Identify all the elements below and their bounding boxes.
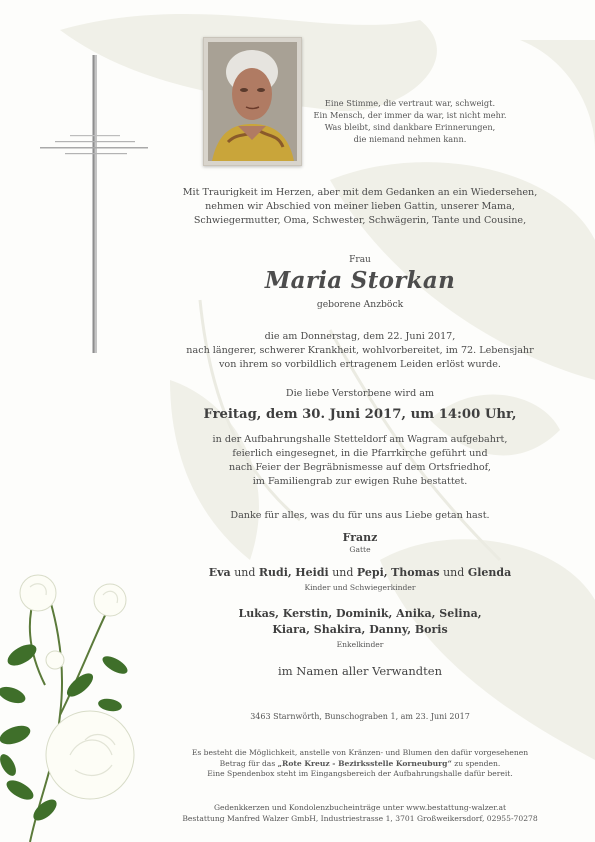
white-roses-illustration [0, 565, 150, 842]
donation-line [130, 759, 590, 770]
grandchildren-line: Kiara, Shakira, Danny, Boris [272, 623, 448, 636]
donation-organization: „Rote Kreuz - Bezirksstelle Korneuburg“ [277, 758, 452, 768]
intro-line: nehmen wir Abschied von meiner lieben Gattin, unserer Mama, [205, 201, 515, 212]
funeral-details [130, 433, 590, 489]
grandchildren-role: Enkelkinder [336, 640, 384, 649]
funeral-date: Freitag, dem 30. Juni 2017, um 14:00 Uhr, [203, 407, 517, 422]
thanks-text: Danke für alles, was du für uns aus Liebe getan hast. [230, 510, 490, 521]
funeral-line: im Familiengrab zur ewigen Ruhe bestattet. [252, 476, 468, 487]
grandchildren-line: Lukas, Kerstin, Dominik, Anika, Selina, [238, 607, 482, 620]
conjunction: und [234, 566, 256, 579]
donation-text: Betrag für das [219, 758, 278, 768]
death-notice [130, 330, 590, 372]
place-date: 3463 Starnwörth, Bunschograben 1, am 23. Juni 2017 [250, 712, 470, 721]
funeral-line: feierlich eingesegnet, in die Pfarrkirche geführt und [232, 448, 488, 459]
funeral-intro: Die liebe Verstorbene wird am [285, 388, 435, 399]
child-name: Pepi, [356, 566, 388, 579]
footer-line: Gedenkkerzen und Kondolenzbucheinträge unter www.bestattung-walzer.at [213, 803, 507, 812]
conjunction: und [443, 566, 465, 579]
donation-line: Es besteht die Möglichkeit, anstelle von Kränzen- und Blumen den dafür vorgesehenen [191, 748, 529, 757]
donation-note [130, 748, 590, 780]
spouse-name: Franz [342, 531, 378, 544]
intro-text [130, 186, 590, 228]
salutation: Frau [349, 255, 371, 265]
memorial-verse [300, 97, 520, 145]
verse-line: die niemand nehmen kann. [353, 134, 467, 144]
donation-line: Eine Spendenbox steht im Eingangsbereich der Aufbahrungshalle dafür bereit. [207, 769, 513, 778]
child-name: Rudi, [258, 566, 292, 579]
conjunction: und [332, 566, 354, 579]
funeral-line: nach Feier der Begräbnismesse auf dem Ortsfriedhof, [229, 462, 491, 473]
donation-text: zu spenden. [451, 758, 501, 768]
verse-line: Was bleibt, sind dankbare Erinnerungen, [324, 122, 496, 132]
child-name: Glenda [467, 566, 512, 579]
deceased-name: Maria Storkan [264, 267, 456, 294]
intro-line: Mit Traurigkeit im Herzen, aber mit dem Gedanken an ein Wiedersehen, [182, 187, 538, 198]
spouse-role: Gatte [349, 545, 371, 554]
child-name: Thomas [391, 566, 440, 579]
death-line: nach längerer, schwerer Krankheit, wohlvorbereitet, im 72. Lebensjahr [186, 345, 534, 356]
grandchildren-names [130, 606, 590, 638]
verse-line: Ein Mensch, der immer da war, ist nicht mehr. [313, 110, 507, 120]
children-role: Kinder und Schwiegerkinder [304, 583, 416, 592]
portrait-photo [203, 37, 302, 166]
footer [130, 803, 590, 824]
children-names [130, 566, 590, 579]
death-line: die am Donnerstag, dem 22. Juni 2017, [264, 331, 456, 342]
birth-name: geborene Anzböck [316, 299, 404, 310]
footer-line: Bestattung Manfred Walzer GmbH, Industriestrasse 1, 3701 Großweikersdorf, 02955-70278 [182, 813, 538, 823]
funeral-line: in der Aufbahrungshalle Stetteldorf am Wagram aufgebahrt, [212, 434, 508, 445]
child-name: Heidi [295, 566, 329, 579]
verse-line: Eine Stimme, die vertraut war, schweigt. [324, 98, 496, 108]
intro-line: Schwiegermutter, Oma, Schwester, Schwägerin, Tante und Cousine, [193, 215, 527, 226]
all-relatives: im Namen aller Verwandten [278, 664, 442, 678]
child-name: Eva [208, 566, 231, 579]
death-line: von ihrem so vorbildlich ertragenem Leiden erlöst wurde. [219, 359, 501, 370]
